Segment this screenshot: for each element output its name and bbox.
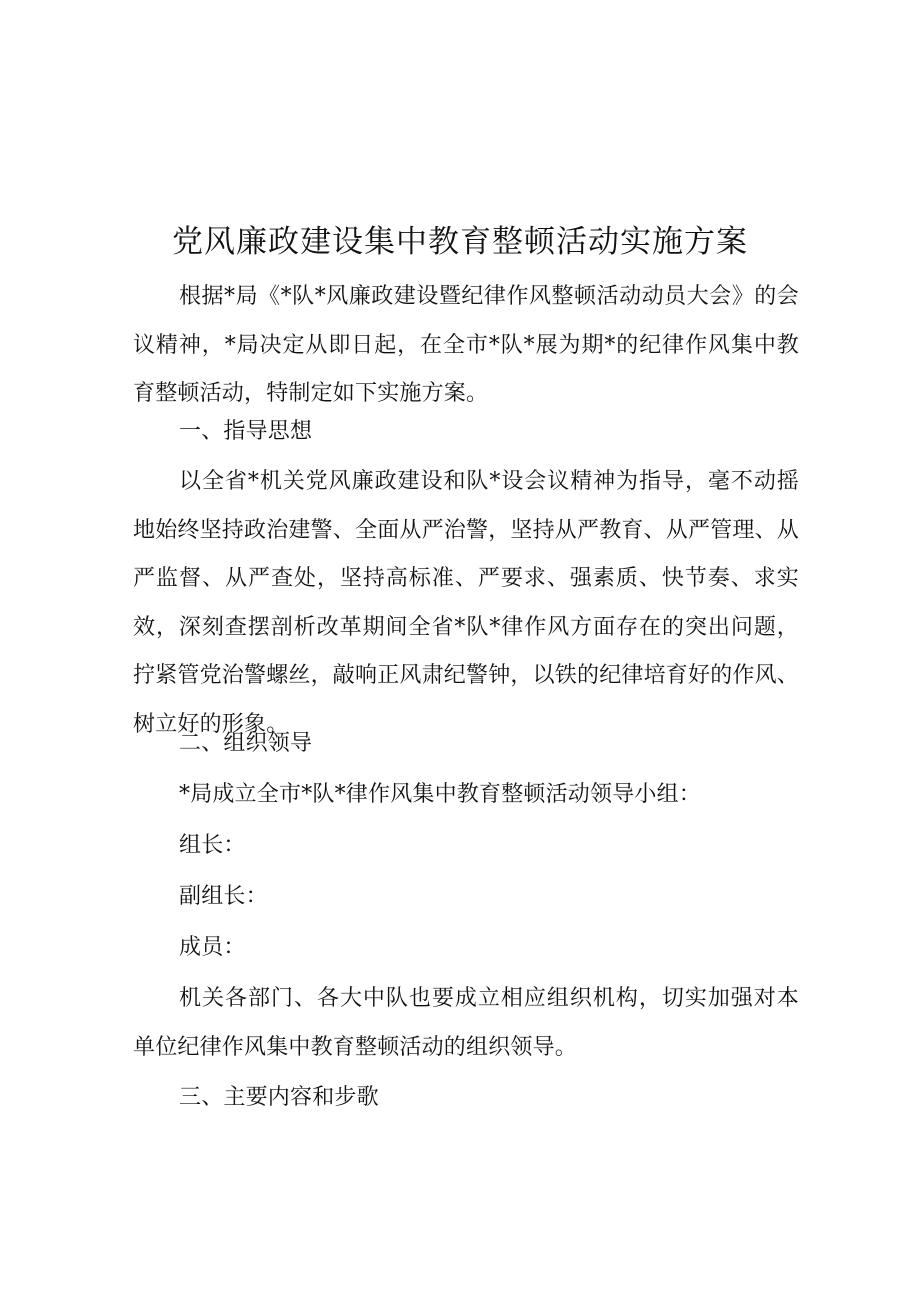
members-line: 成员： bbox=[179, 935, 246, 960]
guiding-ideology-paragraph: 以全省*机关党风廉政建设和队*设会议精神为指导，毫不动摇地始终坚持政治建警、全面从严治警，坚持从严教育、从严管理、从严监督、从严查处，坚持高标准、严要求、强素质、快节奏、求实效，深刻查摆剖析改革期间全省*队*律作风方面存在的突出问题，拧紧管党治警螺丝，敲响正风肃纪警钟，以铁的纪律培育好的作风、树立好的形象。 bbox=[133, 469, 800, 737]
organization-paragraph: *局成立全市*队*律作风集中教育整顿活动领导小组： bbox=[179, 782, 702, 807]
document-title: 党风廉政建设集中教育整顿活动实施方案 bbox=[172, 224, 748, 260]
deputy-leader-line: 副组长： bbox=[179, 884, 268, 909]
organization-closing-paragraph: 机关各部门、各大中队也要成立相应组织机构，切实加强对本单位纪律作风集中教育整顿活动的组织领导。 bbox=[133, 986, 799, 1060]
section-heading-guiding-ideology: 一、指导思想 bbox=[179, 419, 313, 444]
section-heading-main-content: 三、主要内容和步歌 bbox=[179, 1085, 379, 1110]
intro-paragraph: 根据*局《*队*风廉政建设暨纪律作风整顿活动动员大会》的会议精神，*局决定从即日起，在全市*队*展为期*的纪律作风集中教育整顿活动，特制定如下实施方案。 bbox=[133, 284, 799, 406]
leader-line: 组长： bbox=[179, 833, 246, 858]
section-heading-organization: 二、组织领导 bbox=[179, 731, 313, 756]
